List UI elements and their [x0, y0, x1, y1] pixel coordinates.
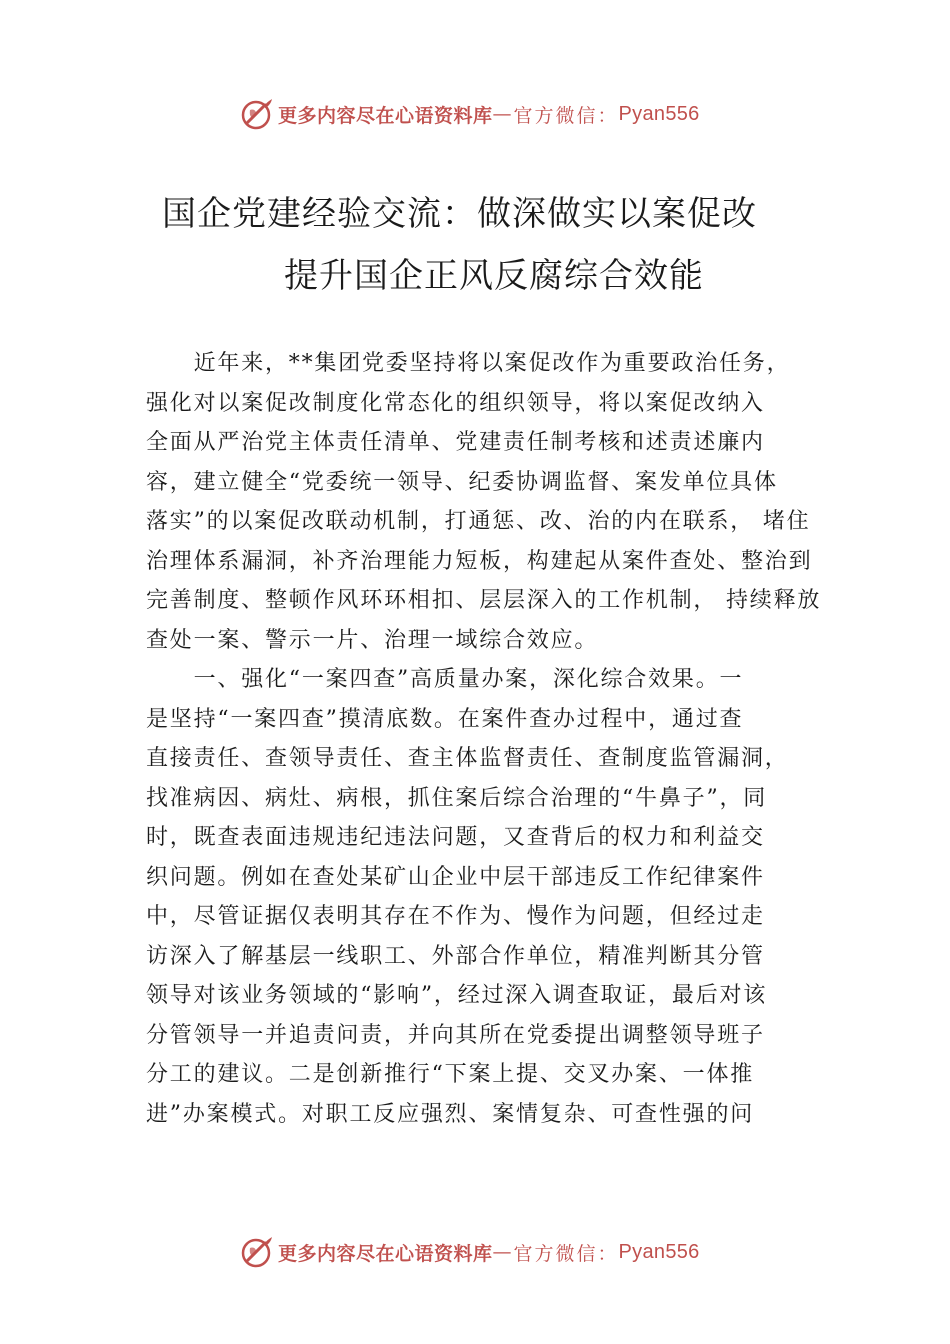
body-line: 进”办案模式。对职工反应强烈、案情复杂、可查性强的问 [146, 1101, 755, 1127]
body-line: 直接责任、查领导责任、查主体监督责任、查制度监管漏洞， [146, 746, 789, 771]
watermark-site-name: 更多内容尽在心语资料库 [278, 104, 493, 127]
body-line: 织问题。例如在查处某矿山企业中层干部违反工作纪律案件 [146, 864, 765, 890]
body-line: 近年来，**集团党委坚持将以案促改作为重要政治任务， [146, 351, 791, 376]
body-line: 分工的建议。二是创新推行“下案上提、交叉办案、一体推 [146, 1062, 755, 1087]
watermark-wechat-id: Pyan556 [618, 102, 700, 125]
body-line: 治理体系漏洞，补齐治理能力短板，构建起从案件查处、整治到 [146, 548, 813, 574]
watermark-label: 官方微信： [513, 104, 619, 127]
body-line: 访深入了解基层一线职工、外部合作单位，精准判断其分管 [146, 943, 765, 969]
watermark-dash: — [492, 103, 514, 125]
body-line: 落实”的以案促改联动机制，打通惩、改、治的内在联系， 堵住 [146, 509, 811, 534]
body-line: 领导对该业务领域的“影响”，经过深入调查取证，最后对该 [146, 983, 768, 1008]
body-line: 强化对以案促改制度化常态化的组织领导，将以案促改纳入 [146, 390, 765, 416]
body-line: 找准病因、病灶、病根，抓住案后综合治理的“牛鼻子”，同 [146, 785, 768, 811]
quill-seal-icon [238, 96, 274, 132]
quill-seal-icon [238, 1234, 274, 1270]
body-line: 全面从严治党主体责任清单、党建责任制考核和述责述廉内 [146, 430, 765, 455]
document-title-line-1: 国企党建经验交流：做深做实以案促改 [162, 194, 757, 234]
footer-watermark [238, 1232, 700, 1272]
body-line: 是坚持“一案四查”摸清底数。在案件查办过程中，通过查 [146, 706, 744, 732]
watermark-site-name: 更多内容尽在心语资料库 [278, 1242, 493, 1265]
body-line: 分管领导一并追责问责，并向其所在党委提出调整领导班子 [146, 1022, 765, 1048]
body-line: 完善制度、整顿作风环环相扣、层层深入的工作机制， 持续释放 [146, 588, 822, 613]
document-title-line-2: 提升国企正风反腐综合效能 [284, 256, 704, 296]
body-line: 查处一案、警示一片、治理一域综合效应。 [146, 627, 599, 653]
watermark-wechat-id: Pyan556 [618, 1240, 700, 1263]
watermark-label: 官方微信： [513, 1242, 619, 1265]
body-line: 中，尽管证据仅表明其存在不作为、慢作为问题，但经过走 [146, 904, 765, 929]
body-line: 时，既查表面违规违纪违法问题，又查背后的权力和利益交 [146, 825, 765, 850]
document-body [146, 344, 831, 1134]
body-line: 容，建立健全“党委统一领导、纪委协调监督、案发单位具体 [146, 469, 778, 495]
body-line: 一、强化“一案四查”高质量办案，深化综合效果。一 [146, 667, 744, 692]
header-watermark [238, 94, 700, 134]
watermark-dash: — [492, 1241, 514, 1263]
